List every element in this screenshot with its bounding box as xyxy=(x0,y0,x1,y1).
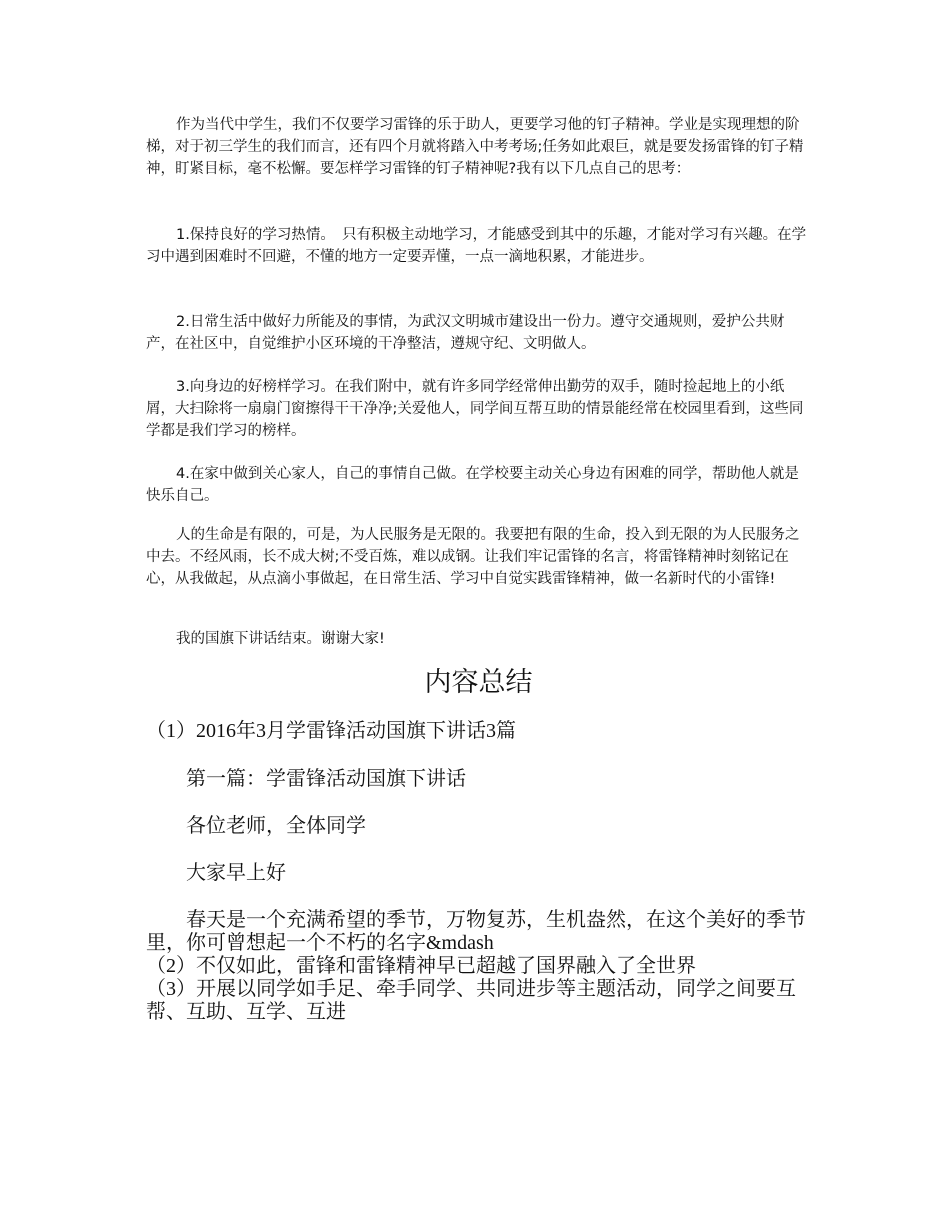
summary-item-3: （3）开展以同学如手足、牵手同学、共同进步等主题活动，同学之间要互帮、互助、互学、互进 xyxy=(146,978,796,1023)
intro-paragraph: 作为当代中学生，我们不仅要学习雷锋的乐于助人，更要学习他的钉子精神。学业是实现理想的阶梯，对于初三学生的我们而言，还有四个月就将踏入中考考场;任务如此艰巨，就是要发扬雷锋的钉子精神，盯紧目标，毫不松懈。要怎样学习雷锋的钉子精神呢?我有以下几点自己的思考： xyxy=(146,117,804,177)
summary-spring-paragraph: 春天是一个充满希望的季节，万物复苏，生机盎然，在这个美好的季节里，你可曾想起一个不朽的名字&mdash xyxy=(146,909,806,954)
summary-heading: 内容总结 xyxy=(424,667,533,698)
conclusion-paragraph: 人的生命是有限的，可是，为人民服务是无限的。我要把有限的生命，投入到无限的为人民服务之中去。不经风雨，长不成大树;不受百炼，难以成钢。让我们牢记雷锋的名言，将雷锋精神时刻铭记在心，从我做起，从点滴小事做起，在日常生活、学习中自觉实践雷锋精神，做一名新时代的小雷锋! xyxy=(146,527,800,587)
closing-line: 我的国旗下讲话结束。谢谢大家! xyxy=(176,631,385,647)
summary-subtitle: 第一篇：学雷锋活动国旗下讲话 xyxy=(186,768,466,790)
summary-greeting: 各位老师，全体同学 xyxy=(186,815,366,837)
point-paragraph-4: 4.在家中做到关心家人，自己的事情自己做。在学校要主动关心身边有困难的同学，帮助他人就是快乐自己。 xyxy=(146,466,799,504)
summary-item-1: （1）2016年3月学雷锋活动国旗下讲话3篇 xyxy=(146,720,516,742)
summary-item-2: （2）不仅如此，雷锋和雷锋精神早已超越了国界融入了全世界 xyxy=(146,955,696,977)
point-paragraph-1: 1.保持良好的学习热情。 只有积极主动地学习，才能感受到其中的乐趣，才能对学习有兴趣。在学习中遇到困难时不回避，不懂的地方一定要弄懂，一点一滴地积累，才能进步。 xyxy=(146,227,807,265)
point-paragraph-3: 3.向身边的好榜样学习。在我们附中，就有许多同学经常伸出勤劳的双手，随时捡起地上的小纸屑，大扫除将一扇扇门窗擦得干干净净;关爱他人，同学间互帮互助的情景能经常在校园里看到，这些同学都是我们学习的榜样。 xyxy=(146,379,804,439)
summary-morning: 大家早上好 xyxy=(186,862,286,884)
point-paragraph-2: 2.日常生活中做好力所能及的事情，为武汉文明城市建设出一份力。遵守交通规则，爱护公共财产，在社区中，自觉维护小区环境的干净整洁，遵规守纪、文明做人。 xyxy=(146,314,785,352)
